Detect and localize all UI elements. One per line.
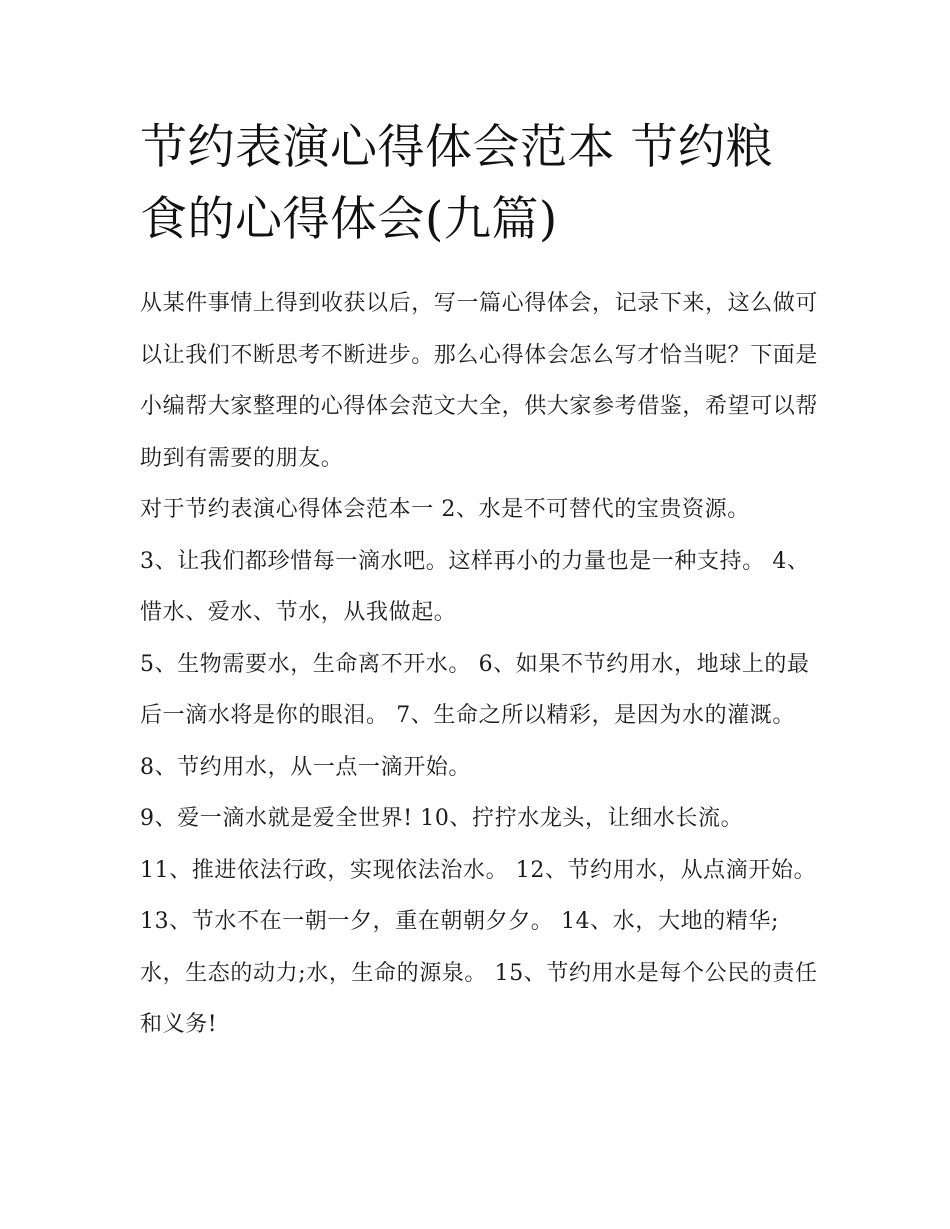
document-title: 节约表演心得体会范本 节约粮食的心得体会(九篇) xyxy=(140,120,773,247)
body-paragraph-3: 5、生物需要水，生命离不开水。 6、如果不节约用水，地球上的最后一滴水将是你的眼泪。 7、生命之所以精彩，是因为水的灌溉。 8、节约用水，从一点一滴开始。 xyxy=(140,651,810,780)
body-paragraph-2: 3、让我们都珍惜每一滴水吧。这样再小的力量也是一种支持。 4、惜水、爱水、节水，从我做起。 xyxy=(140,548,810,625)
document-page xyxy=(140,112,820,1051)
intro-paragraph: 从某件事情上得到收获以后，写一篇心得体会，记录下来，这么做可以让我们不断思考不断进步。那么心得体会怎么写才恰当呢？下面是小编帮大家整理的心得体会范文大全，供大家参考借鉴，希望可以帮助到有需要的朋友。 xyxy=(140,291,819,471)
body-paragraph-5: 11、推进依法行政，实现依法治水。 12、节约用水，从点滴开始。 xyxy=(140,857,817,883)
body-paragraph-6: 13、节水不在一朝一夕，重在朝朝夕夕。 14、水，大地的精华;水，生态的动力;水，生命的源泉。 15、节约用水是每个公民的责任和义务! xyxy=(140,909,818,1037)
body-paragraph-4: 9、爱一滴水就是爱全世界! 10、拧拧水龙头，让细水长流。 xyxy=(140,806,744,831)
body-paragraph-1: 对于节约表演心得体会范本一 2、水是不可替代的宝贵资源。 xyxy=(140,497,750,522)
document-body xyxy=(140,278,820,1051)
